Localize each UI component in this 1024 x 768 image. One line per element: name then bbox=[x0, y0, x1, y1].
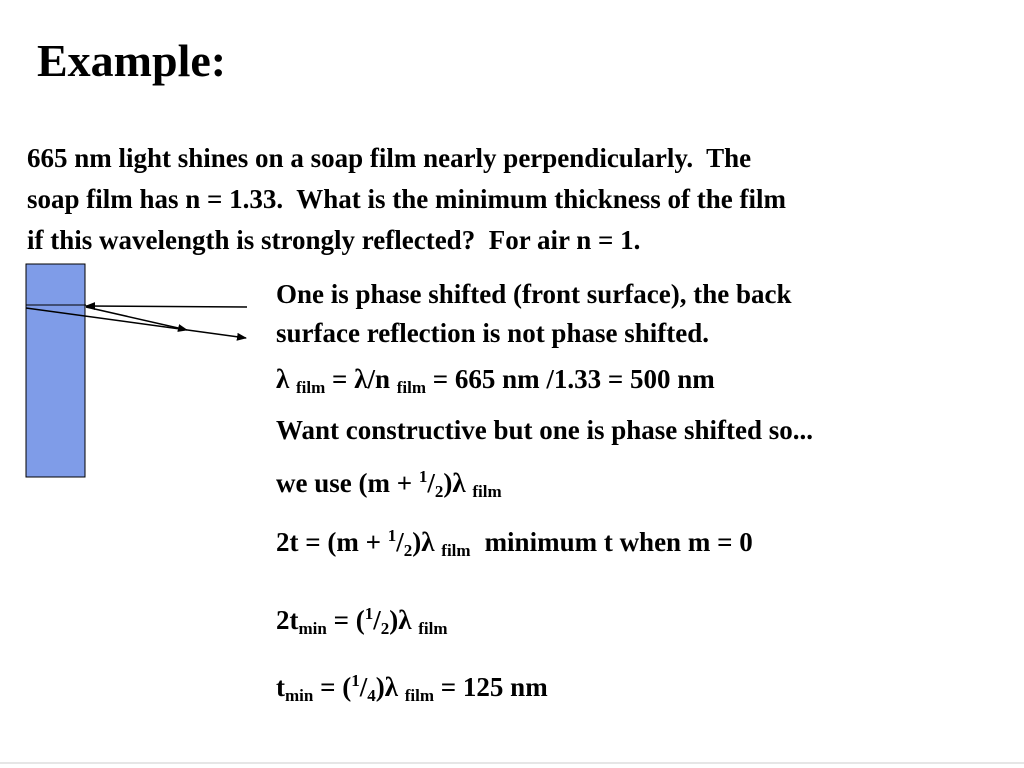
slide-bottom-border bbox=[0, 762, 1024, 764]
thickness-result: = 125 nm bbox=[434, 672, 548, 702]
subscript-two: 2 bbox=[403, 541, 413, 560]
incident-ray bbox=[86, 306, 247, 307]
subscript-film: film bbox=[296, 378, 326, 397]
superscript-one: 1 bbox=[351, 671, 360, 690]
minimum-t-note: minimum t when m = 0 bbox=[484, 527, 753, 557]
slide-title: Example: bbox=[37, 35, 227, 86]
superscript-one: 1 bbox=[364, 604, 374, 623]
t-symbol: t bbox=[276, 672, 285, 702]
subscript-two: 2 bbox=[380, 619, 390, 638]
two-t-equation bbox=[276, 527, 753, 559]
constructive-line: Want constructive but one is phase shifted so... bbox=[276, 415, 814, 445]
phase-shift-line-2: surface reflection is not phase shifted. bbox=[276, 318, 709, 348]
wavelength-result: = 665 nm /1.33 = 500 nm bbox=[426, 364, 715, 394]
fraction-slash: / bbox=[396, 527, 404, 557]
close-lambda: )λ bbox=[412, 527, 435, 557]
fraction-slash: / bbox=[373, 605, 381, 635]
problem-line: if this wavelength is strongly reflected? For air n = 1. bbox=[27, 225, 641, 255]
wavelength-equation bbox=[276, 366, 715, 396]
fraction-slash: / bbox=[359, 672, 368, 702]
two-t-prefix: 2t = (m + bbox=[276, 527, 388, 557]
subscript-two: 2 bbox=[434, 482, 444, 501]
fraction-slash: / bbox=[427, 468, 435, 498]
use-prefix: we use (m + bbox=[276, 468, 419, 498]
close-lambda: )λ bbox=[389, 605, 412, 635]
subscript-min: min bbox=[285, 686, 314, 705]
superscript-one: 1 bbox=[387, 526, 397, 545]
lambda-symbol: λ bbox=[276, 364, 290, 394]
two-tmin-equation bbox=[276, 605, 448, 637]
subscript-min: min bbox=[298, 619, 327, 638]
phase-shift-line-1: One is phase shifted (front surface), the back bbox=[276, 279, 792, 309]
soap-film-layer bbox=[26, 264, 85, 477]
problem-line: 665 nm light shines on a soap film nearly perpendicularly. The bbox=[27, 143, 752, 173]
tmin-equation bbox=[276, 672, 548, 704]
equals-open: = ( bbox=[313, 672, 352, 702]
subscript-film: film bbox=[396, 378, 427, 397]
subscript-film: film bbox=[441, 541, 471, 560]
subscript-film: film bbox=[418, 619, 448, 638]
superscript-one: 1 bbox=[418, 467, 428, 486]
lambda-symbol: λ bbox=[354, 364, 368, 394]
subscript-four: 4 bbox=[367, 686, 376, 705]
over-n: /n bbox=[367, 364, 390, 394]
equals: = bbox=[325, 364, 355, 394]
subscript-film: film bbox=[404, 686, 435, 705]
subscript-film: film bbox=[472, 482, 502, 501]
equals-open: = ( bbox=[326, 605, 365, 635]
close-lambda: )λ bbox=[443, 468, 466, 498]
problem-line: soap film has n = 1.33. What is the minimum thickness of the film bbox=[27, 184, 786, 214]
two-t-symbol: 2t bbox=[276, 605, 299, 635]
close-lambda: )λ bbox=[375, 672, 399, 702]
use-equation bbox=[276, 468, 502, 500]
thin-film-diagram bbox=[0, 0, 260, 490]
